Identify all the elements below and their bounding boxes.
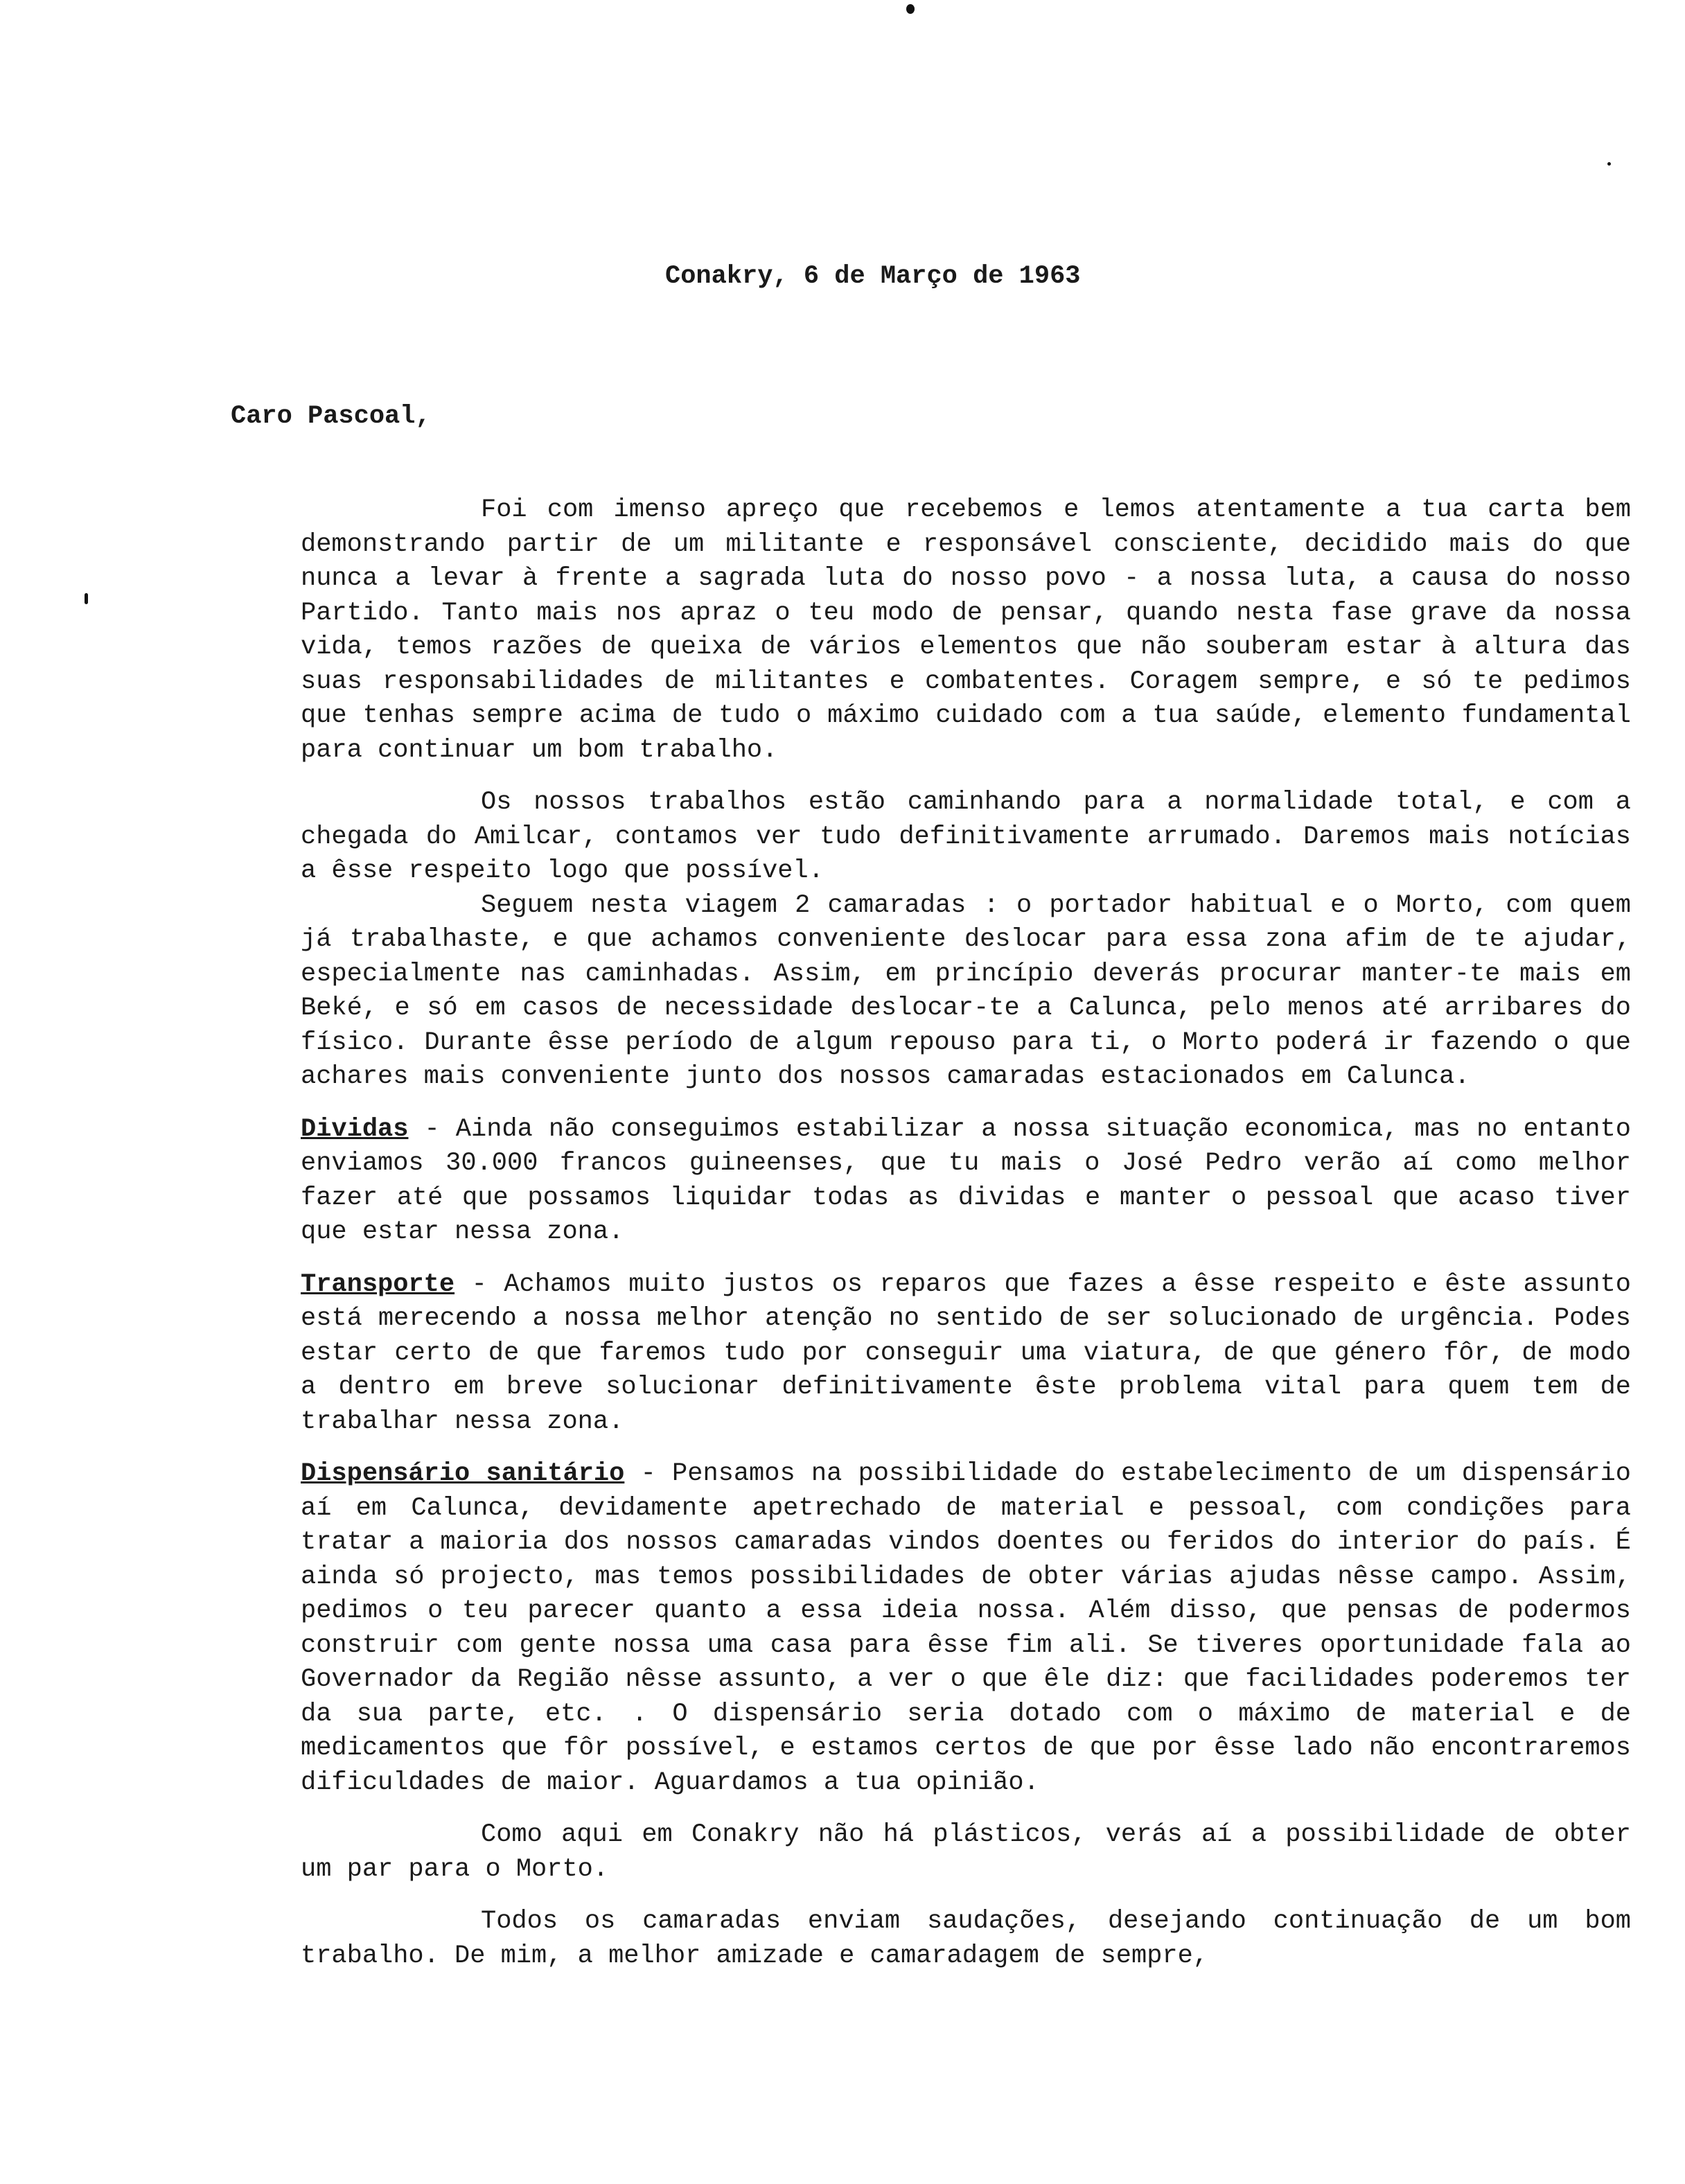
- closing-paragraph-2: Todos os camaradas enviam saudações, desejando continuação de um bom trabalho. De mim, a melhor amizade e camaradagem de sempre,: [301, 1907, 1631, 1971]
- paragraph-3: Seguem nesta viagem 2 camaradas : o portador habitual e o Morto, com quem já trabalhaste, e que achamos conveniente deslocar para essa zona afim de te ajudar, especialmente nas caminhadas. Assim, em princípio deverás procurar manter-te mais em Beké, e só em casos de necessidade deslocar-te a Calunca, pelo menos até arribares do físico. Durante êsse período de algum repouso para ti, o Morto poderá ir fazendo o que achares mais conveniente junto dos nossos camaradas estacionados em Calunca.: [301, 890, 1631, 1091]
- closing-paragraph-1: Como aqui em Conakry não há plásticos, verás aí a possibilidade de obter um par para o Morto.: [301, 1820, 1631, 1884]
- section-text: - Ainda não conseguimos estabilizar a nossa situação economica, mas no entanto enviamos 30.000 francos guineenses, que tu mais o José Pedro verão aí como melhor fazer até que possamos liquidar todas as dividas e manter o pessoal que acaso tiver que estar nessa zona.: [301, 1114, 1631, 1247]
- section-dividas: [301, 1113, 1631, 1250]
- ink-speck: [906, 4, 915, 14]
- letter-body: [301, 493, 1631, 1991]
- paragraph-2: Os nossos trabalhos estão caminhando para a normalidade total, e com a chegada do Amilcar, contamos ver tudo definitivamente arrumado. Daremos mais notícias a êsse respeito logo que possível.: [301, 788, 1631, 886]
- section-text: - Pensamos na possibilidade do estabelecimento de um dispensário aí em Calunca, devidamente apetrechado de material e pessoal, com condições para tratar a maioria dos nossos camaradas vindos doentes ou feridos do interior do país. É ainda só projecto, mas temos possibilidades de obter várias ajudas nêsse campo. Assim, pedimos o teu parecer quanto a essa ideia nossa. Além disso, que pensas de podermos construir com gente nossa uma casa para êsse fim ali. Se tiveres oportunidade fala ao Governador da Região nêsse assunto, a ver o que êle diz: que facilidades poderemos ter da sua parte, etc. . O dispensário seria dotado com o máximo de material e de medicamentos que fôr possível, e estamos certos de que por êsse lado não encontraremos dificuldades de maior. Aguardamos a tua opinião.: [301, 1459, 1631, 1797]
- section-dispensario: [301, 1457, 1631, 1800]
- letter-date: Conakry, 6 de Março de 1963: [665, 262, 1081, 291]
- paragraph-1: Foi com imenso apreço que recebemos e lemos atentamente a tua carta bem demonstrando partir de um militante e responsável consciente, decidido mais do que nunca a levar à frente a sagrada luta do nosso povo - a nossa luta, a causa do nosso Partido. Tanto mais nos apraz o teu modo de pensar, quando nesta fase grave da nossa vida, temos razões de queixa de vários elementos que não souberam estar à altura das suas responsabilidades de militantes e combatentes. Coragem sempre, e só te pedimos que tenhas sempre acima de tudo o máximo cuidado com a tua saúde, elemento fundamental para continuar um bom trabalho.: [301, 495, 1631, 765]
- section-heading: Dividas: [301, 1114, 409, 1144]
- letter-salutation: Caro Pascoal,: [231, 402, 431, 431]
- section-transporte: [301, 1268, 1631, 1440]
- section-heading: Dispensário sanitário: [301, 1459, 625, 1488]
- ink-speck: [85, 593, 88, 604]
- ink-speck: [1607, 162, 1611, 166]
- section-heading: Transporte: [301, 1269, 455, 1299]
- section-text: - Achamos muito justos os reparos que fazes a êsse respeito e êste assunto está merecendo a nossa melhor atenção no sentido de ser solucionado de urgência. Podes estar certo de que faremos tudo por conseguir uma viatura, de que género fôr, de modo a dentro em breve solucionar definitivamente êste problema vital para quem tem de trabalhar nessa zona.: [301, 1269, 1631, 1436]
